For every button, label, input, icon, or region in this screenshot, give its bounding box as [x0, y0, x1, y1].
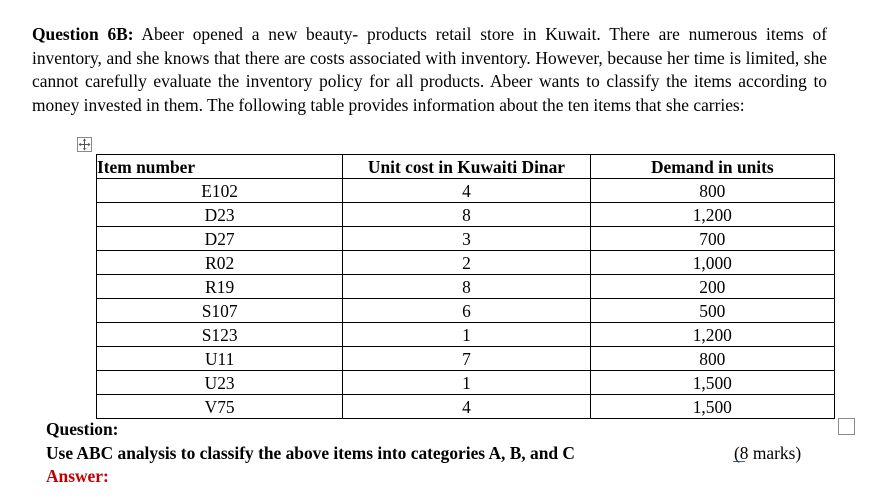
- table-row: [97, 323, 835, 347]
- task-text: Use ABC analysis to classify the above items into categories A, B, and C: [46, 443, 575, 463]
- item-number-cell: S107: [97, 299, 343, 323]
- table-row: [97, 275, 835, 299]
- item-number-cell: S123: [97, 323, 343, 347]
- demand-cell: 1,000: [590, 251, 834, 275]
- unit-cost-cell: 2: [343, 251, 590, 275]
- demand-cell: 200: [590, 275, 834, 299]
- item-number-cell: E102: [97, 179, 343, 203]
- table-row: [97, 395, 835, 419]
- unit-cost-cell: 1: [343, 371, 590, 395]
- unit-cost-cell: 8: [343, 275, 590, 299]
- question-heading: Question 6B:: [32, 24, 134, 44]
- header-demand: Demand in units: [590, 155, 834, 179]
- item-number-cell: R19: [97, 275, 343, 299]
- demand-cell: 1,200: [590, 203, 834, 227]
- table-row: [97, 371, 835, 395]
- answer-label: Answer:: [46, 466, 109, 486]
- move-arrows-icon[interactable]: [77, 137, 92, 152]
- table-row: [97, 299, 835, 323]
- header-item-number: Item number: [97, 155, 343, 179]
- question-body: Abeer opened a new beauty- products retail store in Kuwait. There are numerous items of inventory, and she knows that there are costs associated with inventory. However, because her time is limited, she cannot carefully evaluate the inventory policy for all products. Abeer wants to classify the items according to money invested in them. The following table provides information about the ten items that she carries:: [32, 24, 828, 115]
- demand-cell: 800: [590, 179, 834, 203]
- unit-cost-cell: 1: [343, 323, 590, 347]
- header-unit-cost: Unit cost in Kuwaiti Dinar: [343, 155, 590, 179]
- marks-label: (8 marks): [734, 443, 802, 463]
- demand-cell: 500: [590, 299, 834, 323]
- unit-cost-cell: 4: [343, 395, 590, 419]
- demand-cell: 1,500: [590, 395, 834, 419]
- demand-cell: 1,200: [590, 323, 834, 347]
- table-row: [97, 251, 835, 275]
- item-number-cell: U11: [97, 347, 343, 371]
- table-row: [97, 203, 835, 227]
- item-number-cell: U23: [97, 371, 343, 395]
- unit-cost-cell: 4: [343, 179, 590, 203]
- unit-cost-cell: 8: [343, 203, 590, 227]
- demand-cell: 700: [590, 227, 834, 251]
- item-number-cell: R02: [97, 251, 343, 275]
- table-row: [97, 179, 835, 203]
- unit-cost-cell: 7: [343, 347, 590, 371]
- resize-handle-icon[interactable]: [838, 418, 855, 435]
- item-number-cell: D23: [97, 203, 343, 227]
- inventory-table: [96, 154, 835, 419]
- task-label: Question:: [46, 419, 119, 439]
- item-number-cell: D27: [97, 227, 343, 251]
- question-paragraph: [32, 23, 827, 117]
- unit-cost-cell: 3: [343, 227, 590, 251]
- table-row: [97, 227, 835, 251]
- item-number-cell: V75: [97, 395, 343, 419]
- unit-cost-cell: 6: [343, 299, 590, 323]
- table-row: [97, 347, 835, 371]
- table-header-row: [97, 155, 835, 179]
- demand-cell: 1,500: [590, 371, 834, 395]
- demand-cell: 800: [590, 347, 834, 371]
